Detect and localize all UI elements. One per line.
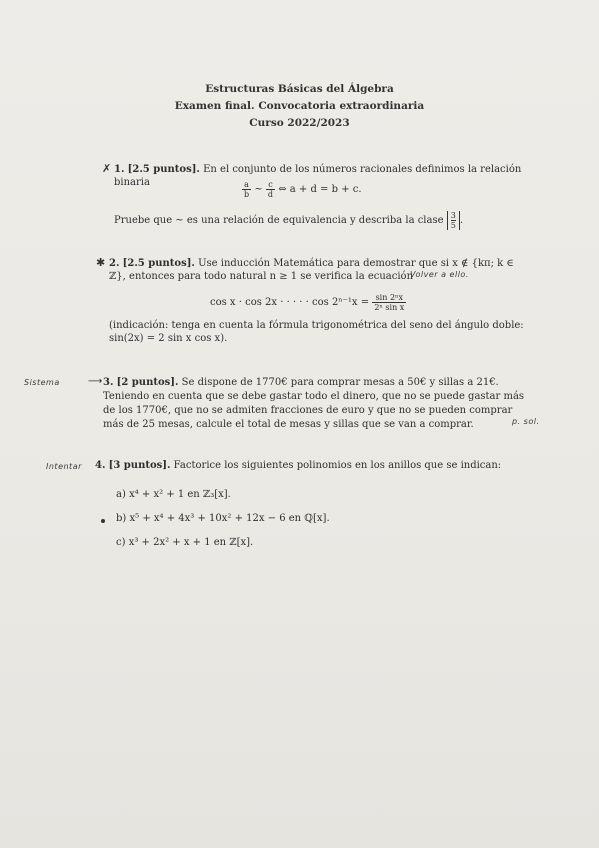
item-b-bullet-mark <box>101 519 105 523</box>
problem-2-line1: Use inducción Matemática para demostrar que si x ∉ {kπ; k ∈ <box>198 258 514 269</box>
problem-2-heading <box>109 258 514 270</box>
problem-1-prove-line: Pruebe que ~ es una relación de equivalencia y describa la clase $\frac{3}{5}$ . <box>114 211 463 230</box>
problem-1-relation-formula <box>242 180 362 199</box>
problem-4-line1: Factorice los siguientes polinomios en los anillos que se indican: <box>173 460 502 471</box>
problem-2-points: [2.5 puntos]. <box>122 258 195 269</box>
exam-subtitle: Examen final. Convocatoria extraordinaria <box>174 100 425 112</box>
problem-1-points: [2.5 puntos]. <box>127 164 200 175</box>
problem-3-line1: Se dispone de 1770€ para comprar mesas a 50€ y sillas a 21€. <box>181 377 499 388</box>
problem-2-star-mark: ✱ <box>96 256 106 269</box>
problem-3-line4: más de 25 mesas, calcule el total de mesas y sillas que se van a comprar. <box>103 419 474 430</box>
relation-condition: ⇔ a + d = b + c. <box>278 184 362 195</box>
problem-3-heading <box>103 377 499 389</box>
problem-4-points: [3 puntos]. <box>108 460 171 471</box>
problem-1-line2: binaria <box>114 177 150 188</box>
problem-2-hint-line1: (indicación: tenga en cuenta la fórmula trigonométrica del seno del ángulo doble: <box>109 320 524 331</box>
problem-4-item-a <box>116 489 231 501</box>
problem-3-number: 3. <box>103 377 114 388</box>
problem-4-handwritten-label: Intentar <box>46 462 82 471</box>
problem-1-number: 1. <box>114 164 125 175</box>
item-c-text: x³ + 2x² + x + 1 en ℤ[x]. <box>128 537 254 548</box>
problem-1-prove-text: Pruebe que ~ es una relación de equivalencia y describa la clase <box>114 215 444 226</box>
problem-2-equation <box>210 293 406 312</box>
problem-2-line2: ℤ}, entonces para todo natural n ≥ 1 se verifica la ecuación <box>109 271 414 282</box>
problem-2-handwritten-note: Volver a ello. <box>410 270 469 279</box>
equivalence-class-3-5: $\frac{3}{5}$ <box>447 211 460 230</box>
problem-1-heading <box>114 164 521 176</box>
problem-3-arrow: ⟶ <box>88 376 103 387</box>
problem-4-item-c <box>116 537 253 549</box>
problem-3-line2: Teniendo en cuenta que se debe gastar todo el dinero, que no se puede gastar más <box>103 391 525 402</box>
problem-4-number: 4. <box>95 460 106 471</box>
problem-1-line1: En el conjunto de los números racionales definimos la relación <box>203 164 522 175</box>
item-b-label: b) <box>116 513 127 524</box>
exam-title: Estructuras Básicas del Álgebra <box>205 83 394 95</box>
equation-lhs: cos x · cos 2x · · · · · cos 2ⁿ⁻¹x = <box>210 297 370 308</box>
item-a-label: a) <box>116 489 126 500</box>
problem-4-heading <box>95 460 501 472</box>
item-c-label: c) <box>116 537 126 548</box>
problem-4-item-b <box>116 513 330 525</box>
item-a-text: x⁴ + x² + 1 en ℤ₃[x]. <box>129 489 231 500</box>
problem-3-line3: de los 1770€, que no se admiten fracciones de euro y que no se pueden comprar <box>103 405 513 416</box>
equation-rhs-fraction: $\frac{\text{sin 2ⁿx}}{\text{2ⁿ sin x}}$ <box>374 293 405 312</box>
problem-3-points: [2 puntos]. <box>116 377 179 388</box>
fraction-a-b: $\frac{a}{b}$ <box>244 180 250 199</box>
problem-1-cross-mark: ✗ <box>102 162 112 175</box>
exam-course: Curso 2022/2023 <box>249 117 350 129</box>
problem-2-hint-line2: sin(2x) = 2 sin x cos x). <box>109 333 228 344</box>
item-b-text: x⁵ + x⁴ + 4x³ + 10x² + 12x − 6 en ℚ[x]. <box>129 513 330 524</box>
problem-3-handwritten-note: p. sol. <box>512 417 540 426</box>
fraction-c-d: $\frac{c}{d}$ <box>267 180 274 199</box>
problem-3-handwritten-label: Sistema <box>24 378 60 387</box>
problem-2-number: 2. <box>109 258 120 269</box>
relation-symbol: ~ <box>254 184 263 195</box>
